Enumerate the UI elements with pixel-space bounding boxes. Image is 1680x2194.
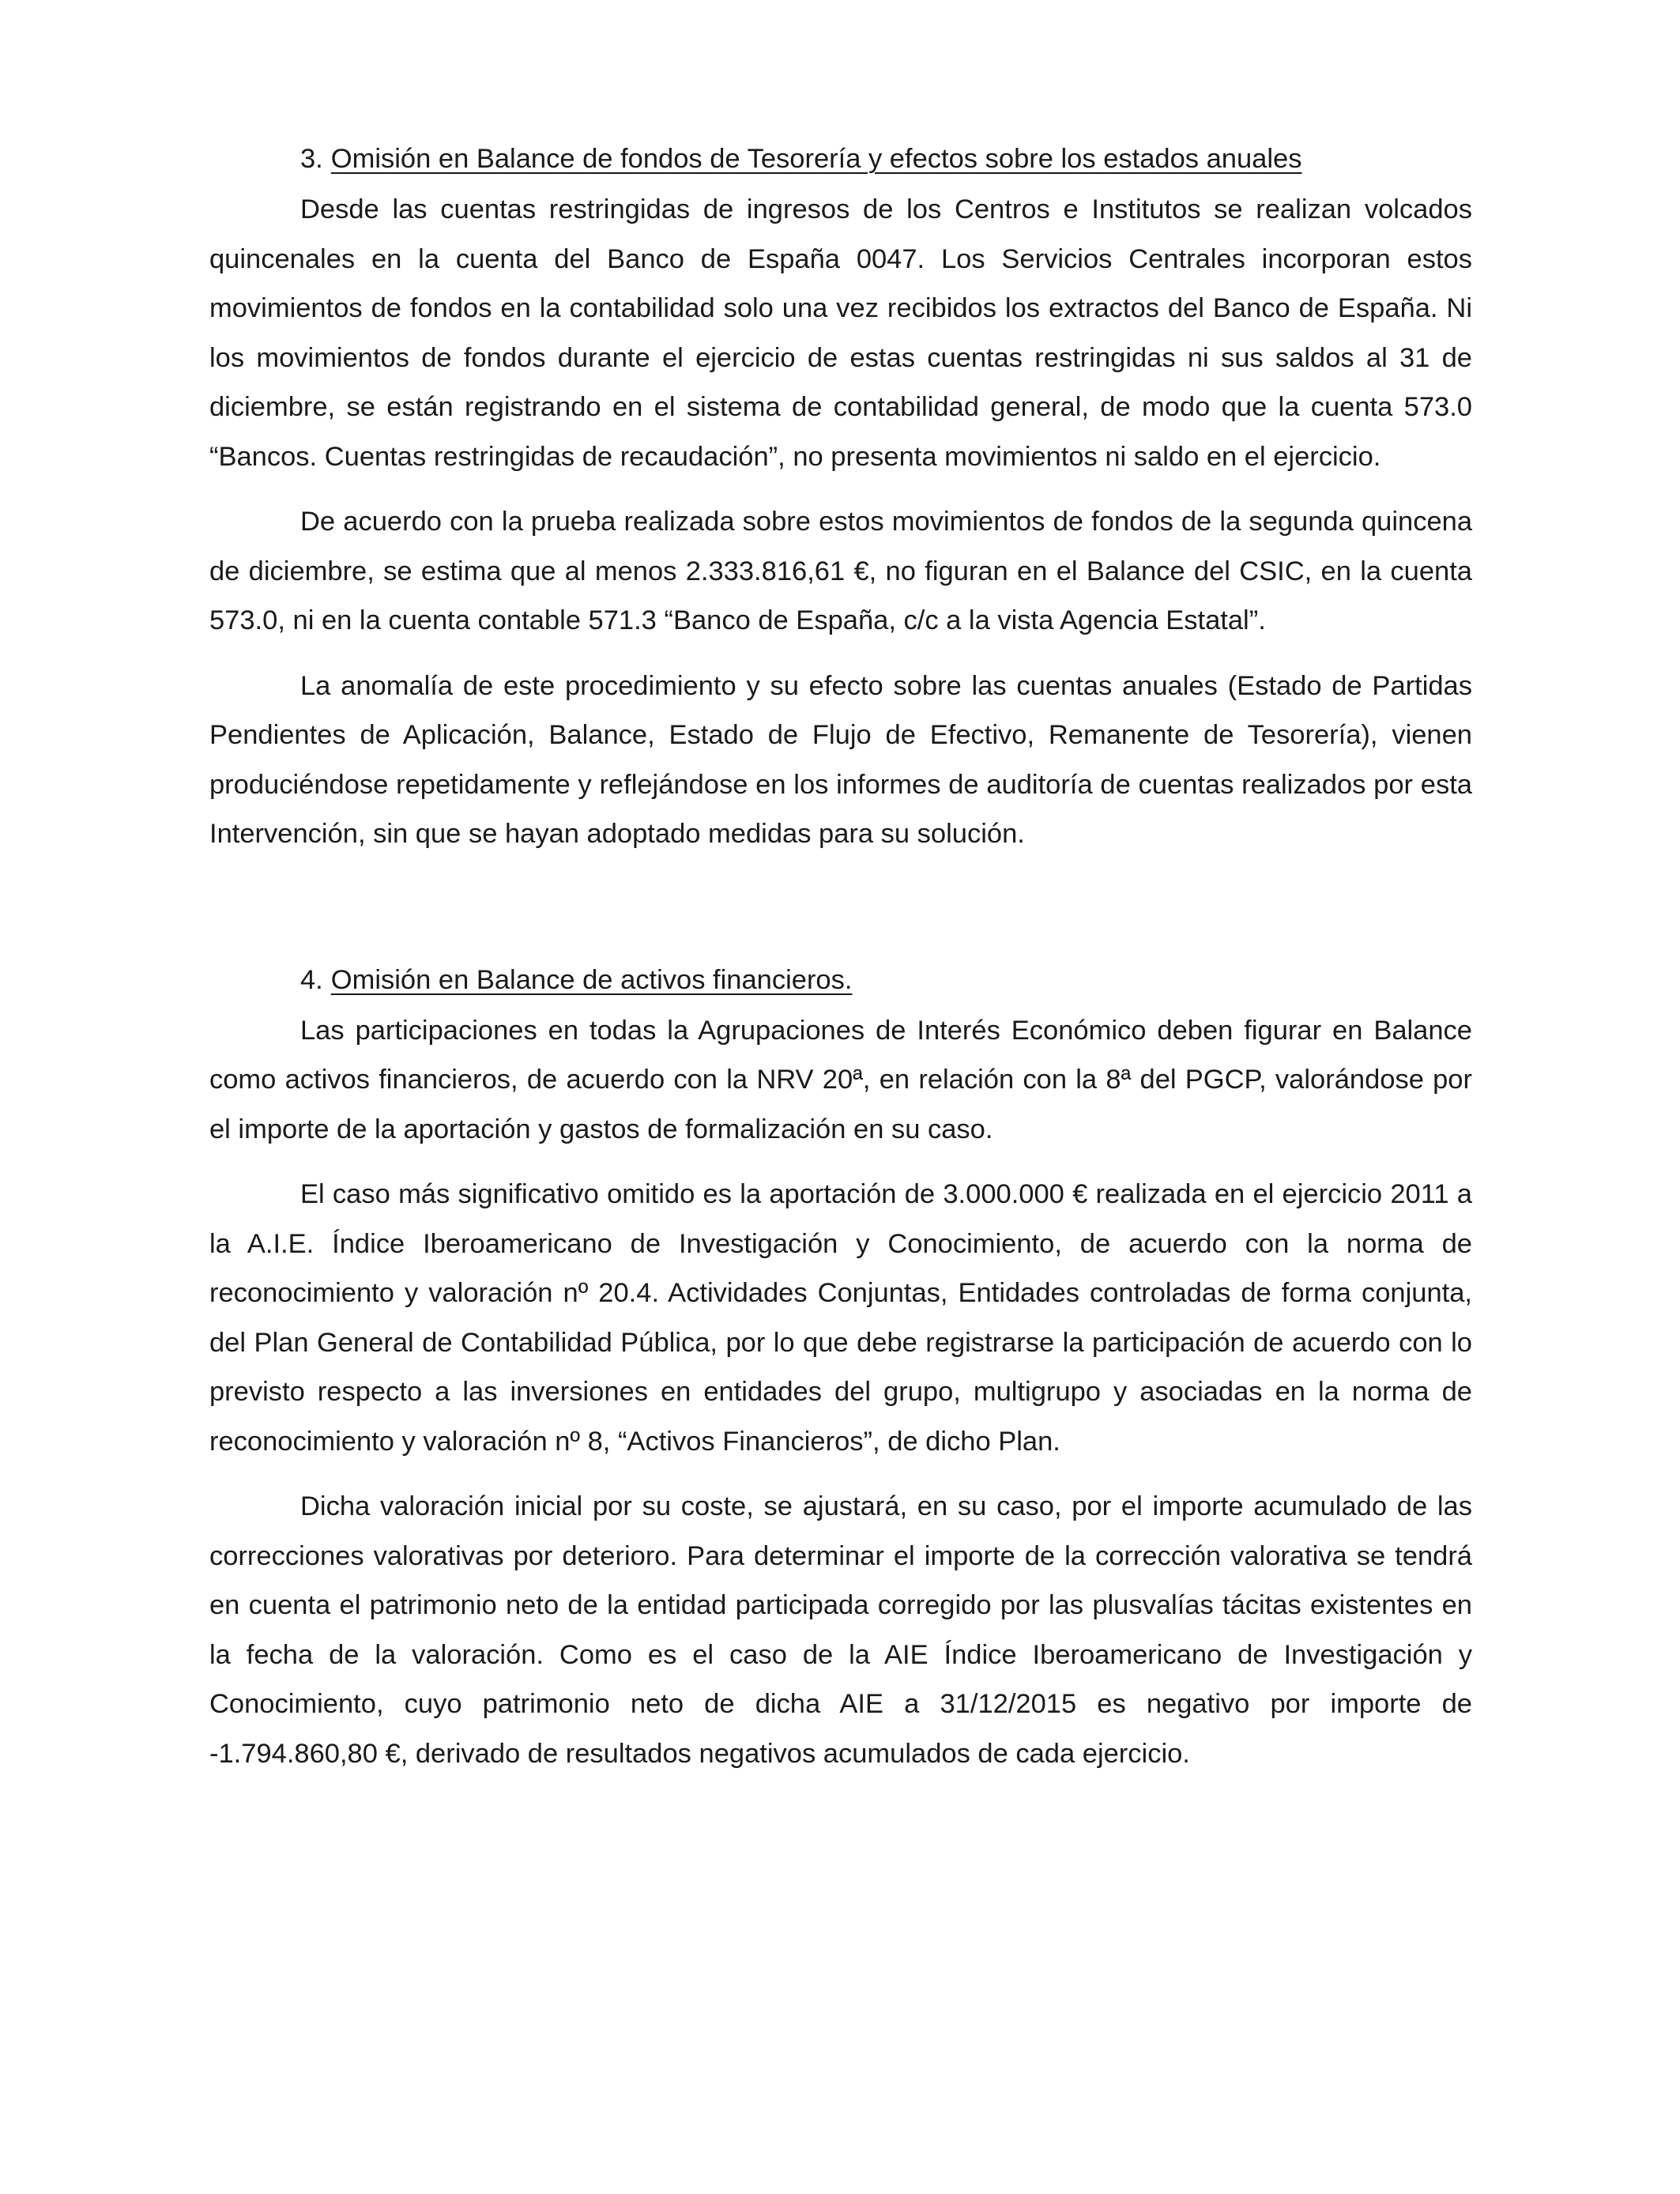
section-4-number: 4. [300,964,323,995]
section-4-paragraph-2: El caso más significativo omitido es la aportación de 3.000.000 € realizada en el ejercicio 2011 a la A.I.E. Índice Iberoamericano de Investigación y Conocimiento, de acuerdo con la norma de reconocimiento y valoración nº 20.4. Actividades Conjuntas, Entidades controladas de forma conjunta, del Plan General de Contabilidad Pública, por lo que debe registrarse la participación de acuerdo con lo previsto respecto a las inversiones en entidades del grupo, multigrupo y asociadas en la norma de reconocimiento y valoración nº 8, “Activos Financieros”, de dicho Plan. [209,1179,1472,1457]
section-3-number: 3. [300,144,323,174]
section-3-paragraph-1: Desde las cuentas restringidas de ingresos de los Centros e Institutos se realizan volcados quincenales en la cuenta del Banco de España 0047. Los Servicios Centrales incorporan estos movimientos de fondos en la contabilidad solo una vez recibidos los extractos del Banco de España. Ni los movimientos de fondos durante el ejercicio de estas cuentas restringidas ni sus saldos al 31 de diciembre, se están registrando en el sistema de contabilidad general, de modo que la cuenta 573.0 “Bancos. Cuentas restringidas de recaudación”, no presenta movimientos ni saldo en el ejercicio. [209,194,1472,472]
section-4-paragraph-3: Dicha valoración inicial por su coste, se ajustará, en su caso, por el importe acumulado de las correcciones valorativas por deterioro. Para determinar el importe de la corrección valorativa se tendrá en cuenta el patrimonio neto de la entidad participada corregido por las plusvalías tácitas existentes en la fecha de la valoración. Como es el caso de la AIE Índice Iberoamericano de Investigación y Conocimiento, cuyo patrimonio neto de dicha AIE a 31/12/2015 es negativo por importe de -1.794.860,80 €, derivado de resultados negativos acumulados de cada ejercicio. [209,1491,1472,1769]
section-4-paragraph-1: Las participaciones en todas la Agrupaciones de Interés Económico deben figurar en Balance como activos financieros, de acuerdo con la NRV 20ª, en relación con la 8ª del PGCP, valorándose por el importe de la aportación y gastos de formalización en su caso. [209,1015,1472,1144]
section-4-title: Omisión en Balance de activos financieros. [330,964,853,995]
section-3-title: Omisión en Balance de fondos de Tesorería y efectos sobre los estados anuales [330,144,1302,174]
document-body [209,134,1472,1778]
section-4-heading [209,956,1472,1005]
section-3-paragraph-3: La anomalía de este procedimiento y su efecto sobre las cuentas anuales (Estado de Partidas Pendientes de Aplicación, Balance, Estado de Flujo de Efectivo, Remanente de Tesorería), vienen produciéndose repetidamente y reflejándose en los informes de auditoría de cuentas realizados por esta Intervención, sin que se hayan adoptado medidas para su solución. [209,670,1472,849]
section-3-heading [209,134,1472,183]
section-3-paragraph-2: De acuerdo con la prueba realizada sobre estos movimientos de fondos de la segunda quincena de diciembre, se estima que al menos 2.333.816,61 €, no figuran en el Balance del CSIC, en la cuenta 573.0, ni en la cuenta contable 571.3 “Banco de España, c/c a la vista Agencia Estatal”. [209,507,1472,635]
